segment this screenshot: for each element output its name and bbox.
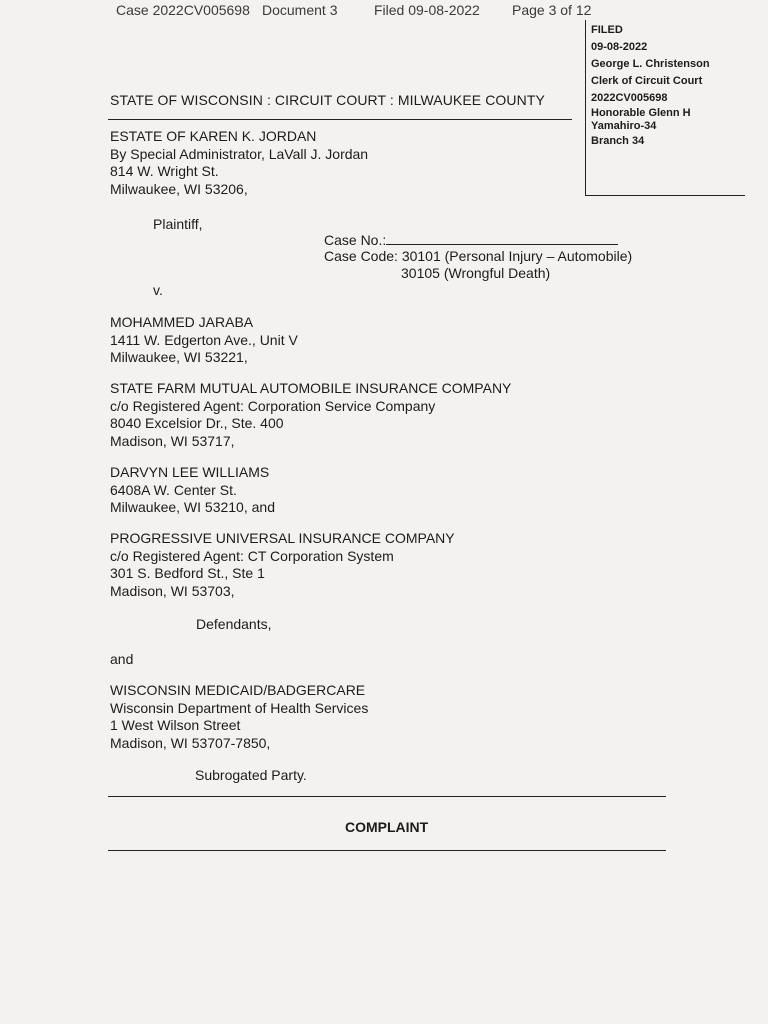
defendant-line: 301 S. Bedford St., Ste 1 [110, 565, 265, 581]
subrogated-line: Madison, WI 53707-7850, [110, 734, 271, 751]
stamp-line: George L. Christenson [591, 58, 710, 70]
plaintiff-line: ESTATE OF KAREN K. JORDAN [110, 128, 317, 144]
stamp-line: Branch 34 [591, 135, 645, 147]
header-filed-date: Filed 09-08-2022 [374, 2, 480, 18]
stamp-line: Yamahiro-34 [591, 120, 657, 132]
defendant-line: MOHAMMED JARABA [110, 314, 254, 330]
defendant-line: PROGRESSIVE UNIVERSAL INSURANCE COMPANY [110, 530, 455, 546]
defendants-role: Defendants, [196, 616, 272, 632]
subrogated-line: 1 West Wilson Street [110, 717, 241, 733]
defendant-line: c/o Registered Agent: Corporation Service Company [110, 397, 436, 414]
header-document-number: Document 3 [262, 2, 338, 18]
subrogated-party-block [110, 682, 368, 752]
filing-stamp [585, 20, 745, 196]
header-page-count: Page 3 of 12 [512, 2, 592, 18]
defendant-line: Madison, WI 53703, [110, 582, 235, 599]
court-caption: STATE OF WISCONSIN : CIRCUIT COURT : MILWAUKEE COUNTY [110, 92, 545, 108]
header-case-number: Case 2022CV005698 [116, 2, 250, 18]
and-connector: and [110, 651, 134, 667]
subrogated-line: WISCONSIN MEDICAID/BADGERCARE [110, 682, 366, 698]
title-top-rule [108, 796, 666, 797]
document-title: COMPLAINT [345, 819, 429, 835]
defendant-line: Milwaukee, WI 53221, [110, 349, 248, 365]
case-number-label: Case No.: [324, 232, 387, 248]
stamp-line: 09-08-2022 [591, 41, 648, 53]
plaintiff-role: Plaintiff, [153, 216, 203, 232]
defendant-line: c/o Registered Agent: CT Corporation System [110, 547, 394, 564]
subrogated-line: Wisconsin Department of Health Services [110, 699, 369, 716]
defendant-block [110, 314, 298, 367]
defendant-line: Madison, WI 53717, [110, 432, 235, 449]
defendant-line: 1411 W. Edgerton Ave., Unit V [110, 331, 298, 348]
plaintiff-line: By Special Administrator, LaVall J. Jordan [110, 145, 369, 162]
plaintiff-block [110, 128, 368, 198]
stamp-line: FILED [591, 24, 623, 36]
stamp-line: Honorable Glenn H [591, 107, 691, 119]
defendant-line: 6408A W. Center St. [110, 481, 237, 498]
defendant-block [110, 380, 511, 450]
subrogated-role: Subrogated Party. [195, 767, 307, 783]
caption-divider [108, 119, 572, 120]
plaintiff-line: 814 W. Wright St. [110, 163, 219, 179]
defendant-line: 8040 Excelsior Dr., Ste. 400 [110, 415, 284, 431]
case-number-field [324, 231, 618, 248]
versus-label: v. [153, 282, 163, 298]
title-bottom-rule [108, 850, 666, 851]
case-number-blank [386, 231, 618, 245]
stamp-line: 2022CV005698 [591, 92, 668, 104]
defendant-block [110, 464, 275, 517]
defendant-line: DARVYN LEE WILLIAMS [110, 464, 270, 480]
defendant-line: Milwaukee, WI 53210, and [110, 499, 275, 515]
defendant-line: STATE FARM MUTUAL AUTOMOBILE INSURANCE COMPANY [110, 380, 512, 396]
stamp-line: Clerk of Circuit Court [591, 75, 703, 87]
plaintiff-line: Milwaukee, WI 53206, [110, 180, 248, 197]
case-code-line: Case Code: 30101 (Personal Injury – Automobile) [324, 248, 633, 264]
case-code-line-2: 30105 (Wrongful Death) [401, 265, 551, 281]
defendant-block [110, 530, 455, 600]
